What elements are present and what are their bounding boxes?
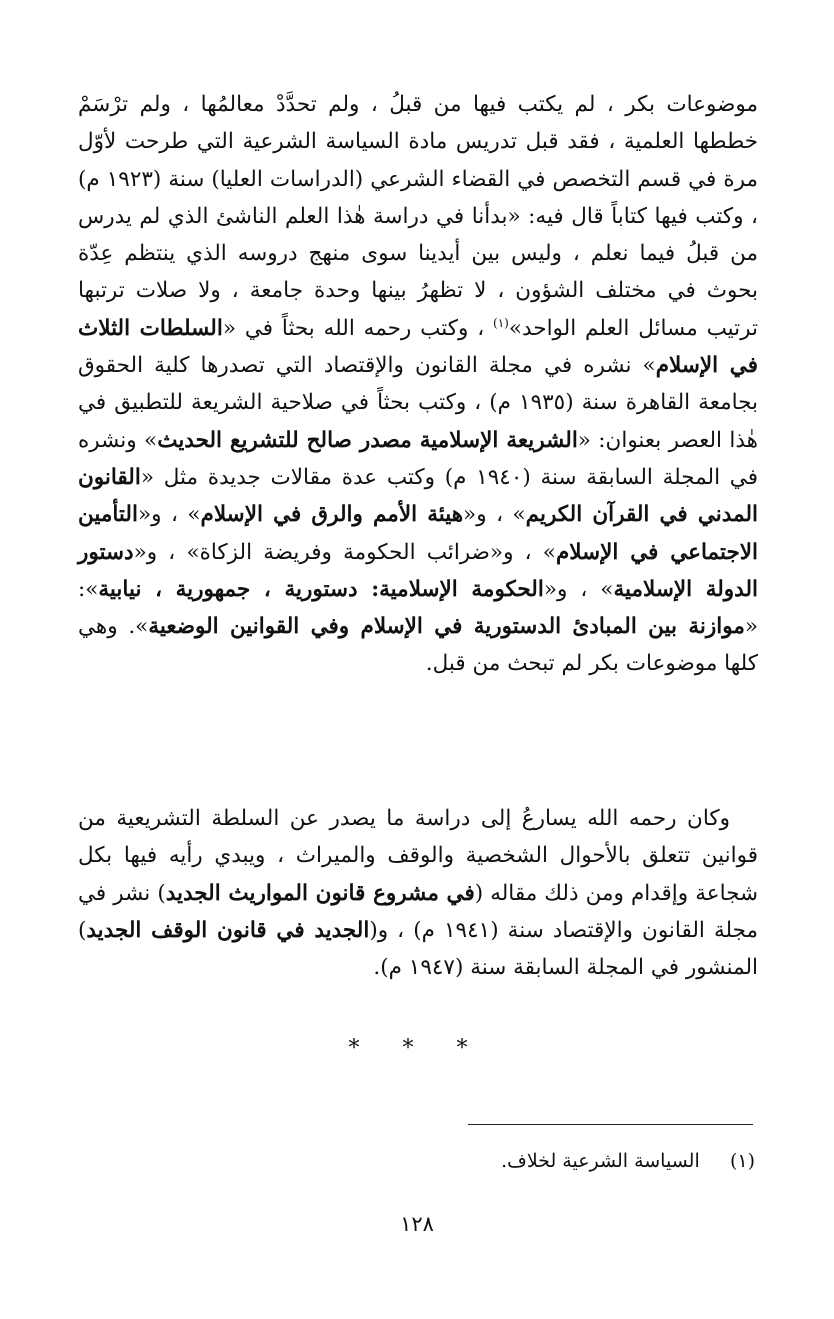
bold-title: السلطات الثلاث في الإسلام <box>78 315 758 379</box>
text-run: » ، و« <box>137 502 201 528</box>
footnote <box>300 1150 755 1172</box>
bold-title: الجديد في قانون الوقف الجديد <box>86 917 370 943</box>
footnote-text: السياسة الشرعية لخلاف. <box>501 1150 700 1172</box>
section-separator: * * * <box>348 1036 486 1061</box>
bold-title: القانون المدني في القرآن الكريم <box>78 464 758 528</box>
text-run: ) نشر في مجلة القانون والإقتصاد سنة (١٩٤١ م) ، و( <box>78 880 758 943</box>
bold-title: دستور الدولة الإسلامية <box>78 539 758 602</box>
bold-title: موازنة بين المبادئ الدستورية في الإسلام وفي القوانين الوضعية <box>148 614 745 640</box>
bold-title: في مشروع قانون المواريث الجديد <box>165 880 475 906</box>
body-paragraph-2 <box>78 800 758 986</box>
text-run: » ، و« <box>543 576 614 602</box>
text-run: »: « <box>78 576 758 640</box>
body-paragraph-1 <box>78 86 758 683</box>
paragraph-text <box>78 86 758 683</box>
bold-title: الحكومة الإسلامية: دستورية ، جمهورية ، نيابية <box>98 576 544 602</box>
page-number: ١٢٨ <box>400 1212 434 1236</box>
text-run: ) المنشور في المجلة السابقة سنة (١٩٤٧ م). <box>78 917 758 981</box>
paragraph-text <box>78 800 758 986</box>
text-run: » ، و«ضرائب الحكومة وفريضة الزكاة» ، و« <box>133 539 556 565</box>
text-run: موضوعات بكر ، لم يكتب فيها من قبلُ ، ولم تحدَّدْ معالمُها ، ولم ترْسَمْ خططها العلمية ، فقد قبل تدريس مادة السياسة الشرعية التي طرحت لأوّل مرة في قسم التخصص في القضاء الشرعي (الدراسات العليا) سنة (١٩٢٣ م) ، وكتب فيها كتاباً قال فيه: «بدأنا في دراسة هٰذا العلم الناشئ الذي لم يدرس من قبلُ فيما نعلم ، وليس بين أيدينا سوى منهج دروسه الذي ينتظم عِدّة بحوث في مختلف الشؤون ، لا تظهرُ بينها وحدة جامعة ، ولا صلات ترتبها ترتيب مسائل العلم الواحد» <box>78 92 758 341</box>
text-run: ، وكتب رحمه الله بحثاً في « <box>222 315 494 341</box>
text-run: » نشره في مجلة القانون والإقتصاد التي تصدرها كلية الحقوق بجامعة القاهرة سنة (١٩٣٥ م) ، وكتب بحثاً في صلاحية الشريعة للتطبيق في هٰذا العصر بعنوان: « <box>78 353 759 453</box>
text-run: ». وهي كلها موضوعات بكر لم تبحث من قبل. <box>78 614 758 677</box>
bold-title: هيئة الأمم والرق في الإسلام <box>200 502 464 528</box>
bold-title: الشريعة الإسلامية مصدر صالح للتشريع الحديث <box>157 427 578 453</box>
footnote-reference: (١) <box>493 315 509 330</box>
footnote-divider <box>468 1124 753 1125</box>
bold-title: التأمين الاجتماعي في الإسلام <box>78 502 758 565</box>
text-run: » ، و« <box>463 502 526 528</box>
text-run: وكان رحمه الله يسارعُ إلى دراسة ما يصدر عن السلطة التشريعية من قوانين تتعلق بالأحوال الشخصية والوقف والميراث ، ويبدي رأيه فيها بكل شجاعة وإقدام ومن ذلك مقاله ( <box>78 806 759 906</box>
footnote-marker: (١) <box>729 1150 755 1172</box>
text-run: » ونشره في المجلة السابقة سنة (١٩٤٠ م) وكتب عدة مقالات جديدة مثل « <box>78 427 758 490</box>
